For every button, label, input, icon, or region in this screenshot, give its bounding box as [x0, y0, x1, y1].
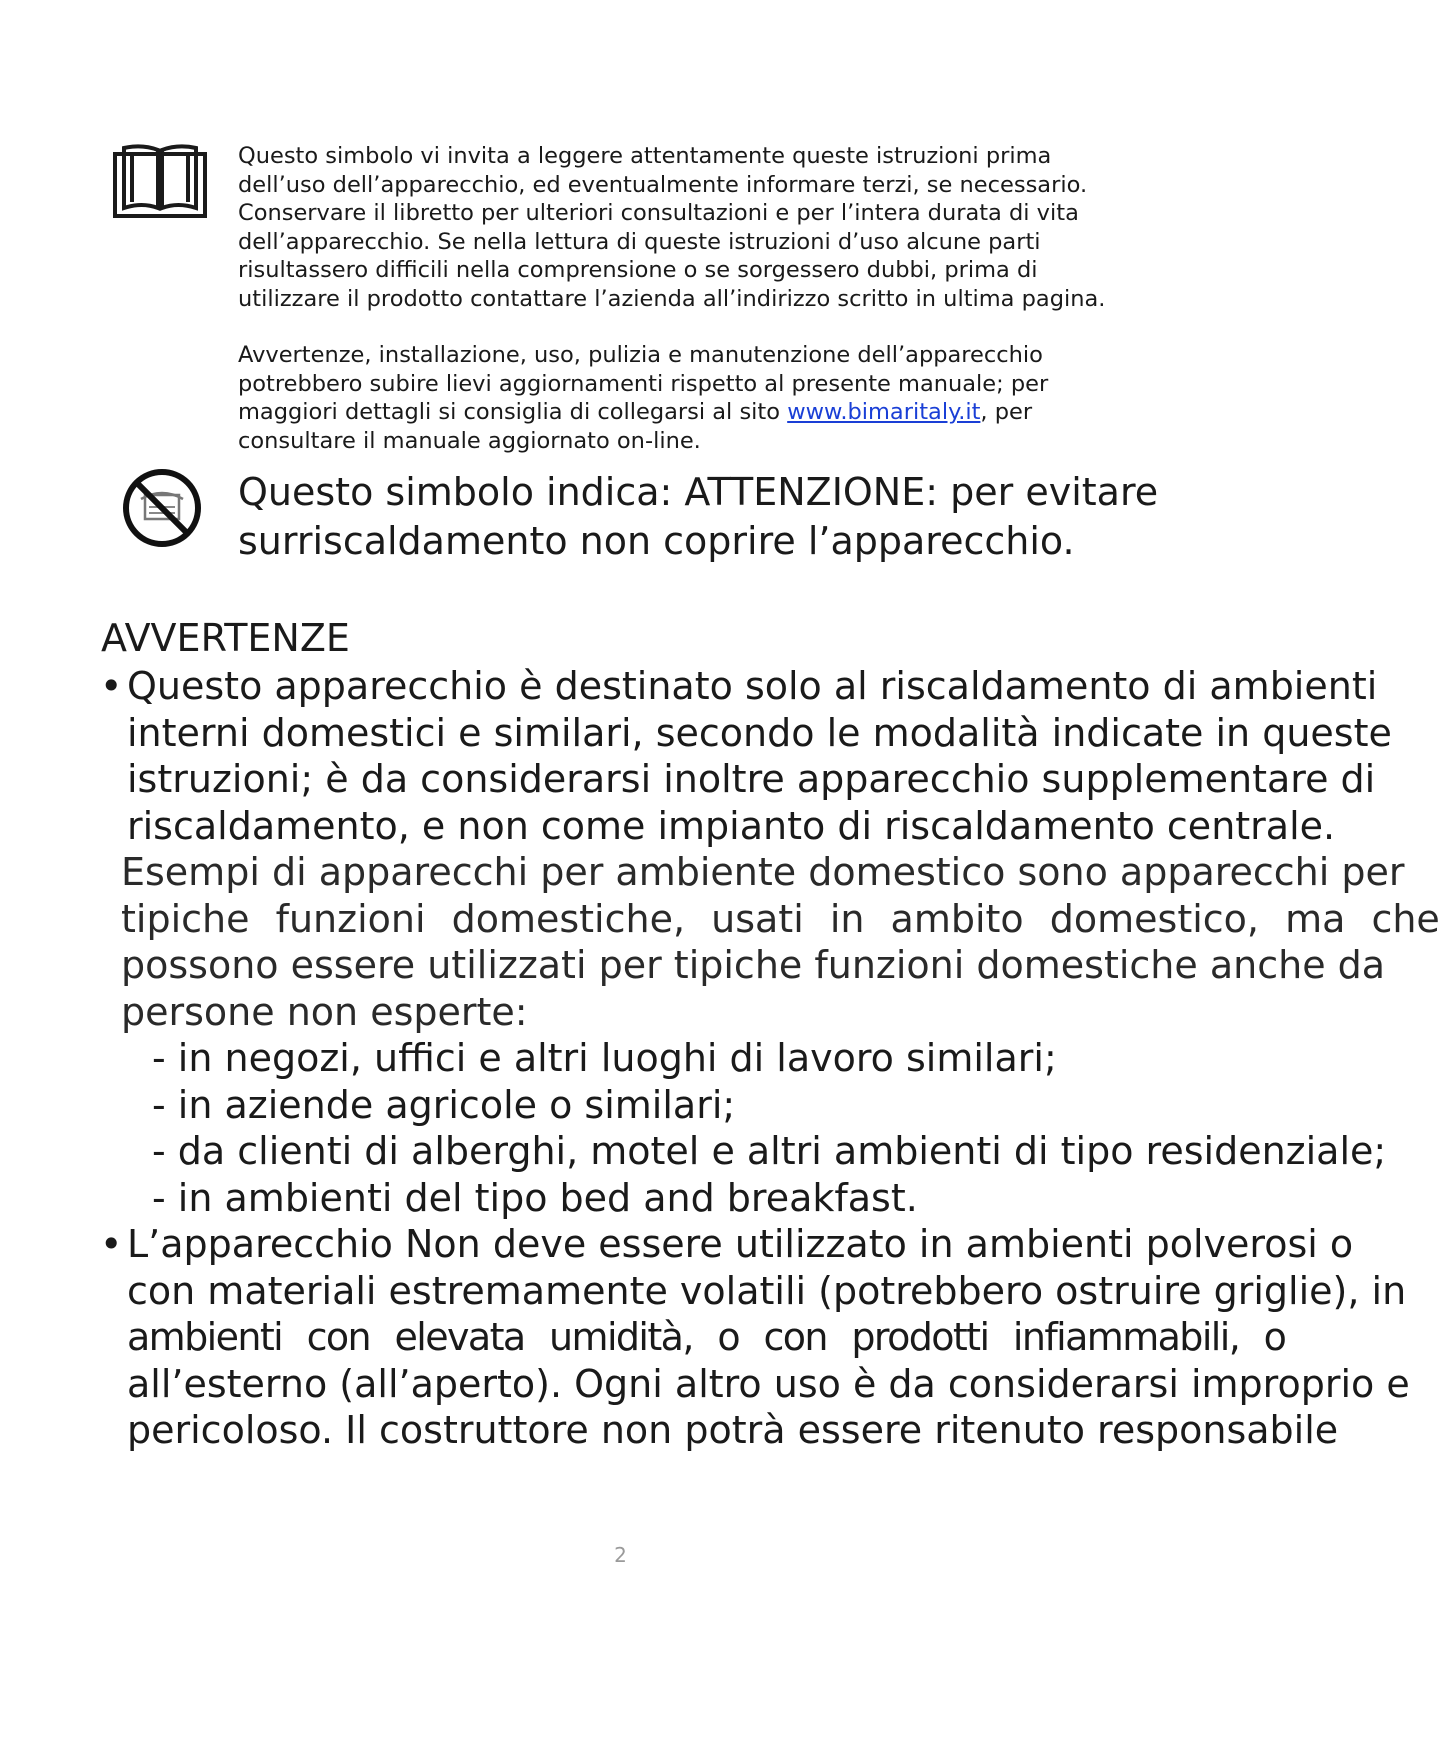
- intro-text-2-before: Avvertenze, installazione, uso, pulizia e manutenzione dell’apparecchio potrebbero subire lievi aggiornamenti rispetto al presente manuale; per maggiori dettagli si consiglia di collegarsi al sito: [238, 342, 1049, 425]
- block2-line-4: all’esterno (all’aperto). Ogni altro uso è da considerarsi improprio e: [127, 1361, 1410, 1406]
- bullet-line: [100, 663, 1378, 710]
- bullet-line-2: [100, 1221, 1354, 1268]
- do-not-cover-icon: [121, 467, 203, 549]
- block1-line-1: Questo apparecchio è destinato solo al riscaldamento di ambienti: [127, 664, 1378, 708]
- list-item-1: - in negozi, uffici e altri luoghi di lavoro similari;: [152, 1036, 1057, 1080]
- intro-paragraph-2: [238, 341, 1118, 455]
- intro-text-1: Questo simbolo vi invita a leggere attentamente queste istruzioni prima dell’uso dell’apparecchio, ed eventualmente informare terzi, se necessario. Conservare il libretto per ulteriori consultazioni e per l’intera durata di vita dell’apparecchio. Se nella lettura di queste istruzioni d’uso alcune parti risultassero difficili nella comprensione o se sorgessero dubbi, prima di utilizzare il prodotto contattare l’azienda all’indirizzo scritto in ultima pagina.: [238, 143, 1106, 312]
- block1-line-3: istruzioni; è da considerarsi inoltre apparecchio supplementare di: [127, 757, 1376, 801]
- attention-suffix: : per evitare: [925, 470, 1159, 514]
- website-link[interactable]: www.bimaritaly.it: [787, 399, 981, 425]
- intro-text-2: [238, 341, 1118, 455]
- intro-text-2-after: , per consultare il manuale aggiornato on-line.: [238, 399, 1033, 454]
- attention-line-2: surriscaldamento non coprire l’apparecchio.: [238, 519, 1075, 563]
- examples-line-2: tipiche funzioni domestiche, usati in ambito domestico, ma che: [121, 896, 1440, 941]
- attention-notice: [238, 468, 1159, 566]
- examples-line-1: Esempi di apparecchi per ambiente domestico sono apparecchi per: [121, 850, 1405, 894]
- block1-line-4: riscaldamento, e non come impianto di riscaldamento centrale.: [127, 803, 1336, 848]
- bullet: •: [100, 664, 123, 708]
- attention-prefix: Questo simbolo indica:: [238, 470, 685, 514]
- bullet: •: [100, 1222, 123, 1266]
- examples-line-4: persone non esperte:: [121, 989, 528, 1034]
- list-item-2: - in aziende agricole o similari;: [152, 1082, 736, 1127]
- open-book-icon: [112, 140, 208, 220]
- attention-keyword: ATTENZIONE: [684, 470, 926, 514]
- block2-line-3: ambienti con elevata umidità, o con prodotti infiammabili, o: [127, 1315, 1286, 1359]
- list-item-4: - in ambienti del tipo bed and breakfast.: [152, 1175, 918, 1220]
- attention-line-1: [238, 468, 1159, 517]
- examples-line-3: possono essere utilizzati per tipiche funzioni domestiche anche da: [121, 943, 1386, 987]
- block2-line-1: L’apparecchio Non deve essere utilizzato in ambienti polverosi o: [127, 1222, 1354, 1266]
- warnings-block-1: [100, 663, 1440, 1454]
- intro-paragraph-1: [238, 142, 1118, 313]
- page-number: 2: [614, 1543, 627, 1567]
- list-item-3: - da clienti di alberghi, motel e altri ambienti di tipo residenziale;: [152, 1129, 1387, 1173]
- block2-line-5: pericoloso. Il costruttore non potrà essere ritenuto responsabile: [127, 1408, 1339, 1452]
- block2-line-2: con materiali estremamente volatili (potrebbero ostruire griglie), in: [127, 1268, 1407, 1313]
- warnings-heading: AVVERTENZE: [101, 616, 350, 660]
- block1-line-2: interni domestici e similari, secondo le modalità indicate in queste: [127, 710, 1392, 755]
